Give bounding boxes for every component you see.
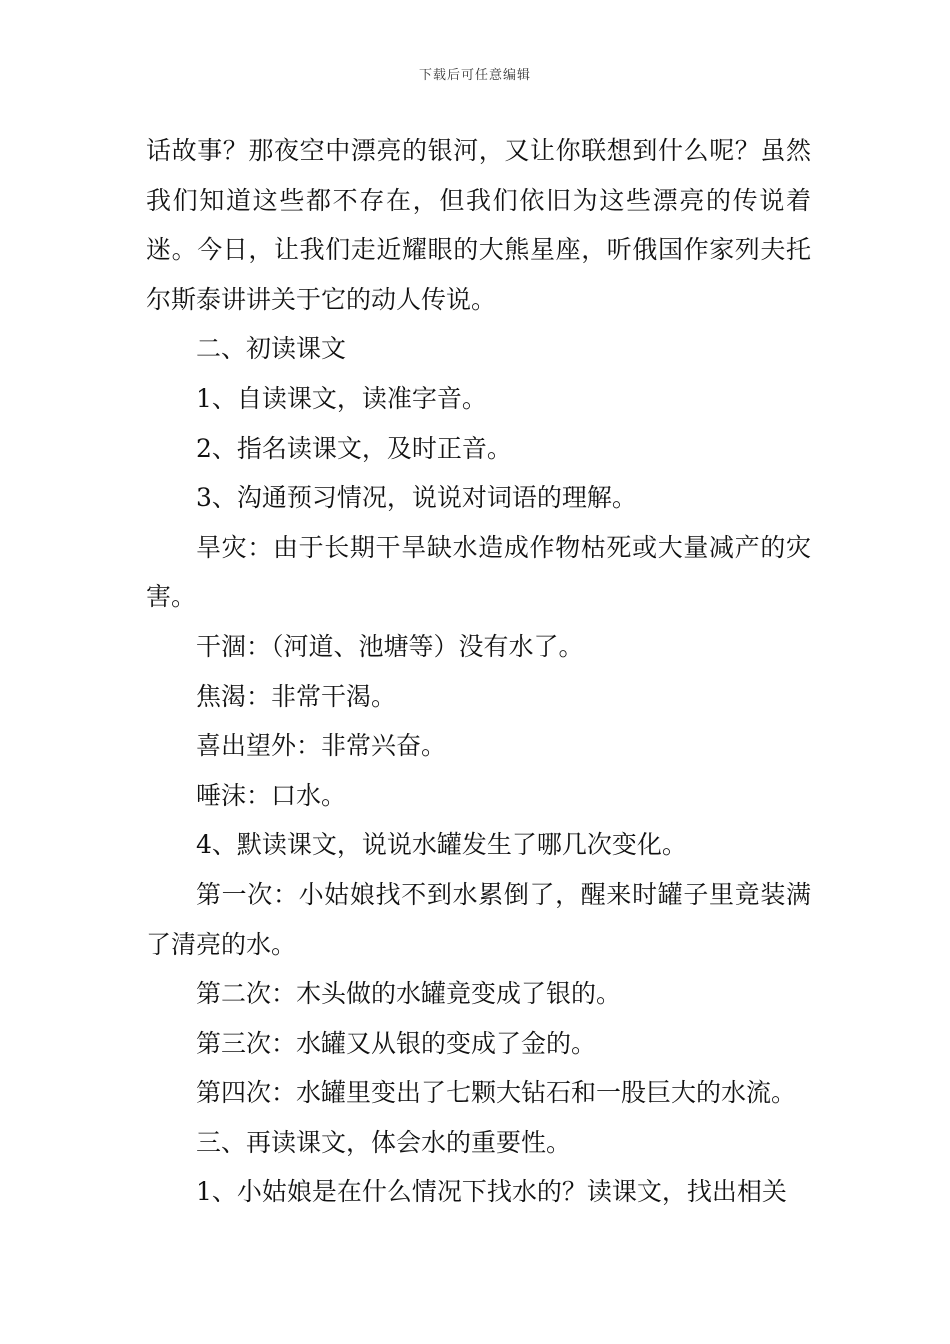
list-item: 1、自读课文，读准字音。 (196, 383, 487, 413)
vocab-definition: 干涸：（河道、池塘等）没有水了。 (196, 631, 584, 661)
list-item: 4、默读课文，说说水罐发生了哪几次变化。 (196, 830, 687, 860)
section-heading-first-reading: 二、初读课文 (196, 334, 347, 364)
vocab-definition: 唾沫：口水。 (196, 780, 347, 810)
list-item: 3、沟通预习情况，说说对词语的理解。 (196, 483, 637, 513)
list-item: 1、小姑娘是在什么情况下找水的？读课文，找出相关 (196, 1177, 787, 1207)
vocab-definition: 旱灾：由于长期干旱缺水造成作物枯死或大量减产的灾害。 (146, 532, 811, 612)
change-item: 第四次：水罐里变出了七颗大钻石和一股巨大的水流。 (196, 1078, 797, 1108)
change-item: 第一次：小姑娘找不到水累倒了，醒来时罐子里竟装满了清亮的水。 (146, 879, 811, 959)
section-heading-second-reading: 三、再读课文，体会水的重要性。 (196, 1127, 572, 1157)
vocab-definition: 焦渴：非常干渴。 (196, 681, 397, 711)
paragraph-intro: 话故事？那夜空中漂亮的银河，又让你联想到什么呢？虽然我们知道这些都不存在，但我们依旧为这些漂亮的传说着迷。今日，让我们走近耀眼的大熊星座，听俄国作家列夫托尔斯泰讲讲关于它的动人传说。 (146, 136, 811, 314)
change-item: 第二次：木头做的水罐竟变成了银的。 (196, 979, 622, 1009)
vocab-definition: 喜出望外：非常兴奋。 (196, 731, 447, 761)
document-body (146, 126, 811, 1217)
page-header: 下载后可任意编辑 (418, 68, 531, 83)
change-item: 第三次：水罐又从银的变成了金的。 (196, 1028, 597, 1058)
list-item: 2、指名读课文，及时正音。 (196, 433, 512, 463)
